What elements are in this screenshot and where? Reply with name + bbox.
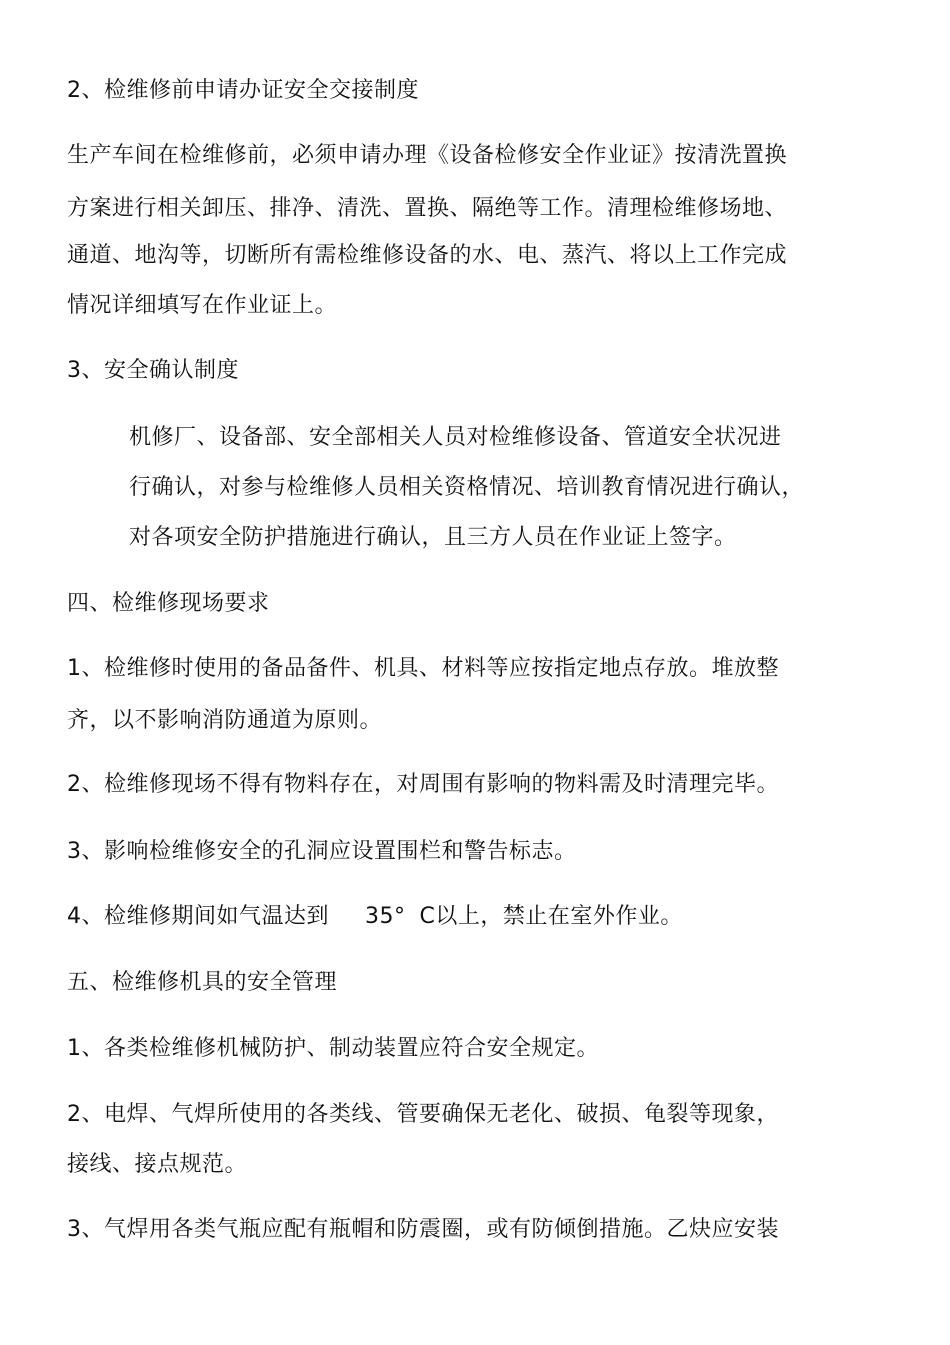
paragraph-line: 对各项安全防护措施进行确认，且三方人员在作业证上签字。 <box>129 525 737 550</box>
temp-value: 35° <box>365 904 406 929</box>
paragraph-line: 行确认，对参与检维修人员相关资格情况、培训教育情况进行确认， <box>129 475 805 500</box>
heading-safety-confirmation: 3、安全确认制度 <box>67 358 239 383</box>
list-item-temperature <box>67 902 683 932</box>
section-heading-site-requirements: 四、检维修现场要求 <box>67 591 270 616</box>
list-item: 3、影响检维修安全的孔洞应设置围栏和警告标志。 <box>67 839 577 864</box>
paragraph-line: 生产车间在检维修前，必须申请办理《设备检修安全作业证》按清洗置换 <box>67 143 788 168</box>
list-item: 3、气焊用各类气瓶应配有瓶帽和防震圈，或有防倾倒措施。乙炔应安装 <box>67 1217 779 1242</box>
list-item-continuation: 接线、接点规范。 <box>67 1152 248 1177</box>
temp-prefix: 4、检维修期间如气温达到 <box>67 904 329 929</box>
list-item: 1、各类检维修机械防护、制动装置应符合安全规定。 <box>67 1036 599 1061</box>
temp-suffix: 以上，禁止在室外作业。 <box>435 904 683 929</box>
list-item-continuation: 齐，以不影响消防通道为原则。 <box>67 708 383 733</box>
paragraph-line: 机修厂、设备部、安全部相关人员对检维修设备、管道安全状况进 <box>129 425 782 450</box>
paragraph-line: 方案进行相关卸压、排净、清洗、置换、隔绝等工作。清理检维修场地、 <box>67 196 788 221</box>
list-item: 2、电焊、气焊所使用的各类线、管要确保无老化、破损、龟裂等现象， <box>67 1102 779 1127</box>
list-item: 2、检维修现场不得有物料存在，对周围有影响的物料需及时清理完毕。 <box>67 772 779 797</box>
list-item: 1、检维修时使用的备品备件、机具、材料等应按指定地点存放。堆放整 <box>67 656 779 681</box>
heading-handover-system: 2、检维修前申请办证安全交接制度 <box>67 78 419 103</box>
section-heading-tool-management: 五、检维修机具的安全管理 <box>67 970 338 995</box>
temp-unit: C <box>419 904 436 929</box>
paragraph-line: 通道、地沟等，切断所有需检维修设备的水、电、蒸汽、将以上工作完成 <box>67 243 788 268</box>
paragraph-line: 情况详细填写在作业证上。 <box>67 293 338 318</box>
